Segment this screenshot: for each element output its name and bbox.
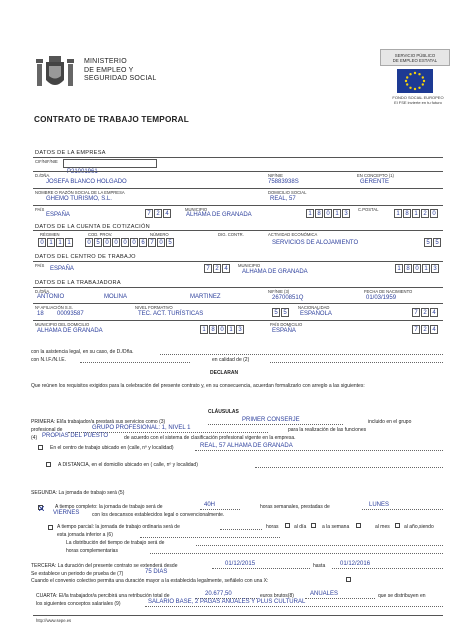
digit-box: 2 (213, 264, 221, 273)
fecha-fin[interactable]: 01/12/2016 (340, 561, 371, 567)
empresa-cp[interactable] (394, 209, 439, 218)
digit-box: 0 (112, 238, 120, 247)
trabajador-nacionalidad[interactable]: ESPAÑOLA (300, 311, 332, 317)
regimen-digits[interactable] (38, 238, 74, 247)
centro-pais-code[interactable] (204, 264, 231, 273)
dia-inicio[interactable]: LUNES (369, 502, 390, 508)
digit-box: 3 (342, 209, 350, 218)
digit-box: 7 (145, 209, 153, 218)
actividad-code[interactable] (424, 238, 442, 247)
digit-box: 4 (163, 209, 171, 218)
digit-box: 8 (403, 209, 411, 218)
digit-box: 1 (227, 325, 235, 334)
digit-box: 0 (413, 264, 421, 273)
digit-box: 8 (404, 264, 412, 273)
sepe-box: SERVICIO PÚBLICO DE EMPLEO ESTATAL (380, 49, 450, 66)
digit-box: 0 (218, 325, 226, 334)
document-title: CONTRATO DE TRABAJO TEMPORAL (34, 115, 189, 124)
section-trabajador: DATOS DE LA TRABAJADORA (35, 280, 121, 286)
section-centro: DATOS DEL CENTRO DE TRABAJO (35, 254, 136, 260)
digit-box: 0 (103, 238, 111, 247)
digit-box: 1 (47, 238, 55, 247)
digit-box: 1 (333, 209, 341, 218)
empresa-nif[interactable]: 75883938S (268, 179, 299, 185)
trabajador-nombre[interactable]: ANTONIO (37, 294, 65, 300)
empresa-domicilio[interactable]: REAL, 57 (270, 196, 296, 202)
digit-box: 7 (412, 308, 420, 317)
grupo-profesional[interactable]: GRUPO PROFESIONAL: 1, NIVEL 1 (92, 425, 191, 431)
digit-box: 2 (421, 325, 429, 334)
digit-box: 4 (430, 308, 438, 317)
convenio-checkbox[interactable] (346, 577, 351, 582)
digit-box: 5 (281, 308, 289, 317)
digit-box: 3 (431, 264, 439, 273)
trabajador-municipio[interactable]: ALHAMA DE GRANADA (37, 328, 103, 334)
trabajador-fecha-nacimiento[interactable]: 01/03/1959 (366, 295, 397, 301)
section-cotizacion: DATOS DE LA CUENTA DE COTIZACIÓN (35, 224, 150, 230)
digit-box: 7 (412, 325, 420, 334)
empresa-municipio-code[interactable] (306, 209, 351, 218)
digit-box: 0 (121, 238, 129, 247)
trabajador-paisdom-code[interactable] (412, 325, 439, 334)
digit-box: 1 (394, 209, 402, 218)
digit-box: 0 (85, 238, 93, 247)
retribucion-total[interactable]: 20.677,50 (205, 591, 232, 597)
cif-field[interactable]: P21001961 (63, 159, 157, 168)
empresa-municipio[interactable]: ALHAMA DE GRANADA (186, 212, 252, 218)
section-empresa: DATOS DE LA EMPRESA (35, 150, 106, 156)
digit-box: 5 (272, 308, 280, 317)
digit-box: 1 (306, 209, 314, 218)
spain-coat-of-arms (33, 54, 77, 94)
trabajador-pais-domicilio[interactable]: ESPAÑA (272, 328, 296, 334)
digit-box: 0 (157, 238, 165, 247)
digit-box: 1 (65, 238, 73, 247)
digit-box: 1 (422, 264, 430, 273)
tiempo-parcial-checkbox[interactable] (48, 525, 53, 530)
digit-box: 5 (433, 238, 441, 247)
primera-puesto[interactable]: PRIMER CONSERJE (242, 417, 300, 423)
trabajador-apellido2[interactable]: MARTINEZ (190, 294, 221, 300)
funciones[interactable]: PROPIAS DEL PUESTO (42, 433, 109, 439)
trabajador-nif[interactable]: 26700851Q (272, 295, 304, 301)
digit-box: 0 (430, 209, 438, 218)
empresa-pais-code[interactable] (145, 209, 172, 218)
retribucion-periodo[interactable]: ANUALES (310, 591, 339, 597)
empresa-representante[interactable]: JOSEFA BLANCO HOLGADO (46, 179, 127, 185)
centro-municipio[interactable]: ALHAMA DE GRANADA (242, 269, 308, 275)
empresa-pais[interactable]: ESPAÑA (46, 212, 70, 218)
actividad-economica[interactable]: SERVICIOS DE ALOJAMIENTO (272, 240, 359, 246)
digit-box: 2 (421, 308, 429, 317)
cuenta-digits[interactable] (85, 238, 175, 247)
periodo-prueba[interactable]: 75 DIAS (145, 569, 168, 575)
cif-label: CIF/NIF/NIE (35, 159, 58, 164)
ministry-name: MINISTERIO DE EMPLEO Y SEGURIDAD SOCIAL (84, 58, 157, 82)
digit-box: 4 (430, 325, 438, 334)
empresa-concepto[interactable]: GERENTE (360, 179, 390, 185)
clausulas-heading: CLÁUSULAS (208, 409, 239, 415)
trabajador-naf-prov[interactable]: 18 (37, 311, 44, 317)
declaran-heading: DECLARAN (210, 370, 239, 376)
empresa-razon-social[interactable]: GHEMO TURISMO, S.L. (46, 196, 112, 202)
digit-box: 2 (421, 209, 429, 218)
centro-direccion[interactable]: REAL, 57 ALHAMA DE GRANADA (200, 443, 293, 449)
trabajador-naf-num[interactable]: 00093587 (57, 311, 84, 317)
trabajador-mun-code[interactable] (200, 325, 245, 334)
trabajador-apellido1[interactable]: MOLINA (104, 294, 128, 300)
digit-box: 5 (424, 238, 432, 247)
digit-box: 3 (236, 325, 244, 334)
digit-box: 8 (209, 325, 217, 334)
conceptos-salariales[interactable]: SALARIO BASE, 2 PAGAS ANUALES Y PLUS CULTURAL (148, 599, 306, 605)
digit-box: 1 (412, 209, 420, 218)
digit-box: 2 (154, 209, 162, 218)
trabajador-nac-code[interactable] (412, 308, 439, 317)
digit-box: 8 (315, 209, 323, 218)
eu-flag-icon (397, 69, 433, 93)
footer-url[interactable]: http://www.sepe.es (36, 618, 72, 623)
digit-box: 4 (222, 264, 230, 273)
digit-box: 7 (204, 264, 212, 273)
trabajador-nivel-code[interactable] (272, 308, 290, 317)
fecha-inicio[interactable]: 01/12/2015 (225, 561, 256, 567)
digit-box: 0 (38, 238, 46, 247)
digit-box: 5 (94, 238, 102, 247)
digit-box: 1 (200, 325, 208, 334)
trabajador-nivel[interactable]: TEC. ACT. TURÍSTICAS (138, 311, 204, 317)
centro-checkbox[interactable] (38, 445, 43, 450)
horas-semanales[interactable]: 40H (204, 502, 216, 508)
centro-municipio-code[interactable] (395, 264, 440, 273)
dia-fin[interactable]: VIERNES (53, 510, 80, 516)
digit-box: 0 (130, 238, 138, 247)
distancia-checkbox[interactable] (46, 462, 51, 467)
digit-box: 7 (148, 238, 156, 247)
tiempo-completo-checkbox[interactable] (38, 505, 43, 510)
digit-box: 0 (324, 209, 332, 218)
centro-pais[interactable]: ESPAÑA (50, 266, 74, 272)
digit-box: 1 (56, 238, 64, 247)
eu-fund-caption: FONDO SOCIAL EUROPEO El FSE invierte en tu futuro (392, 95, 444, 105)
digit-box: 1 (395, 264, 403, 273)
digit-box: 5 (166, 238, 174, 247)
digit-box: 6 (139, 238, 147, 247)
